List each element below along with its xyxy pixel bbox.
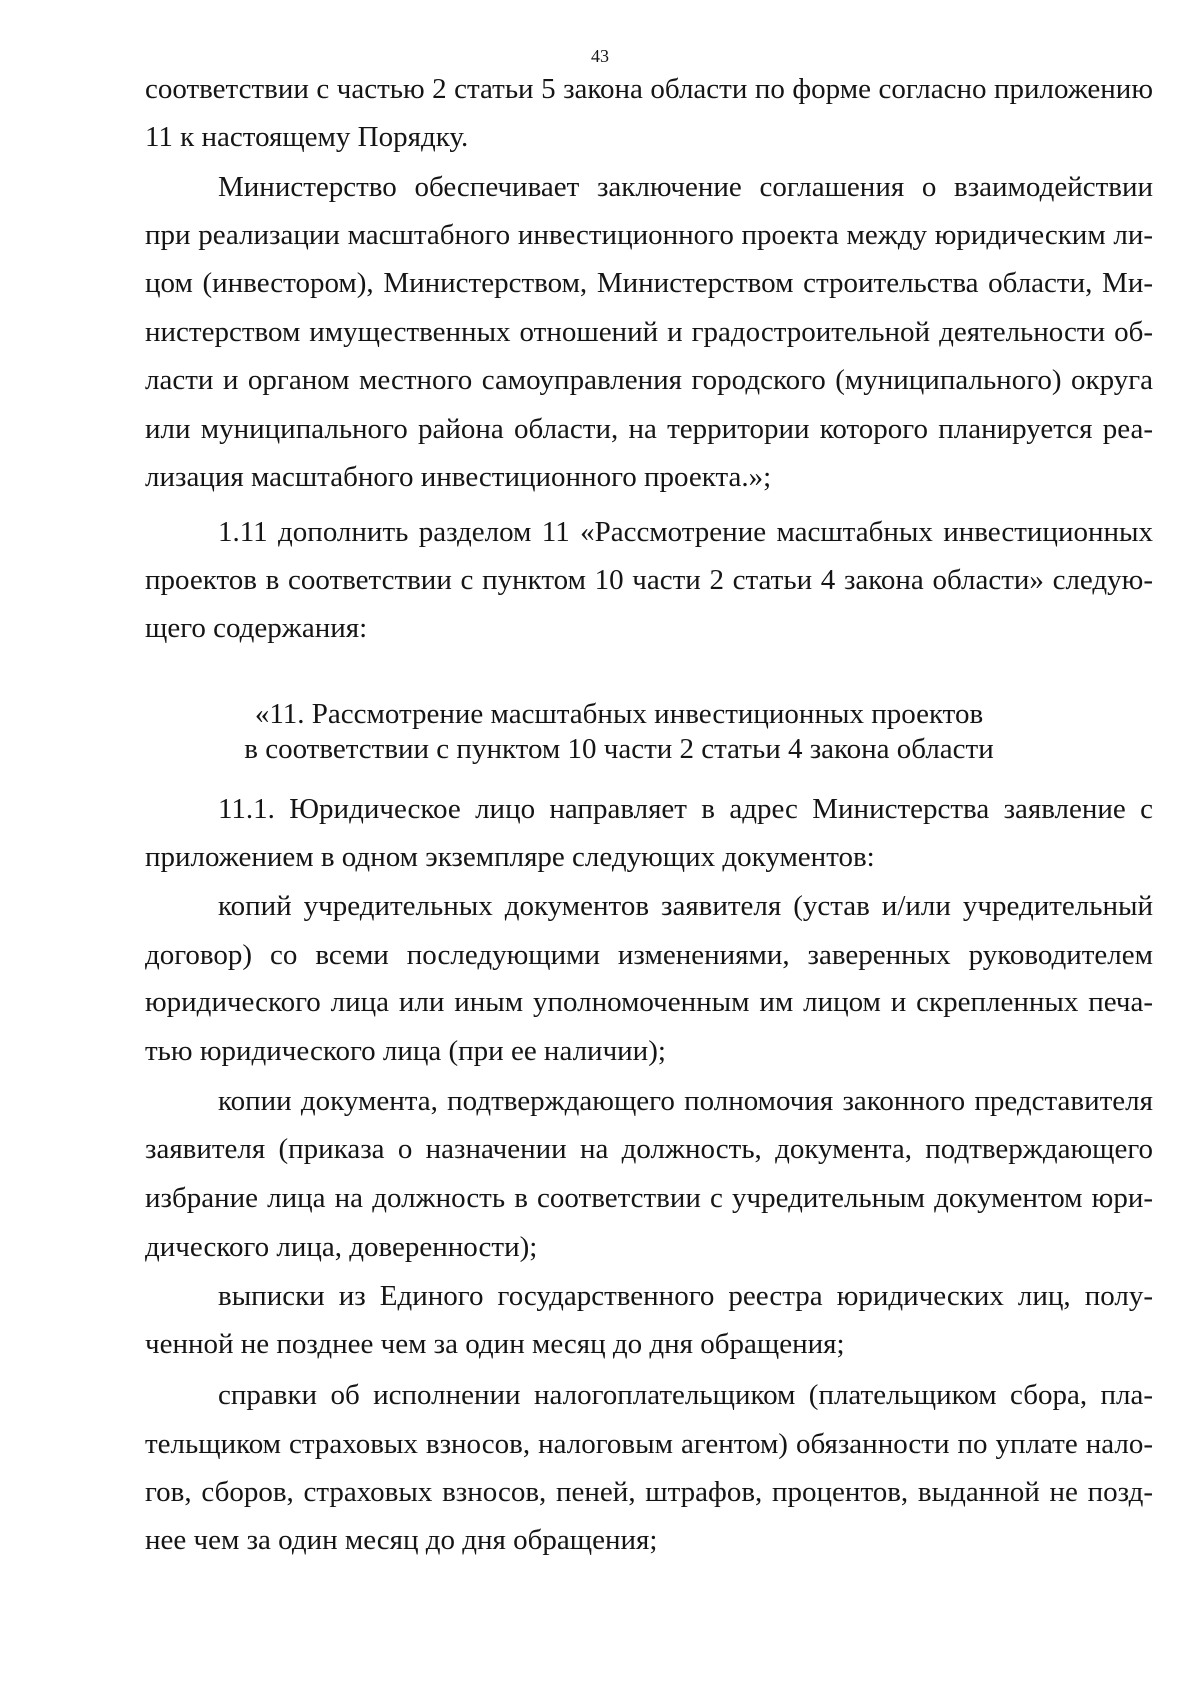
text-line: Министерство обеспечивает заключение соглашения о взаимодействии [218, 171, 1153, 203]
section-heading-line: в соответствии с пунктом 10 части 2 статьи 4 закона области [244, 733, 994, 765]
text-line: 1.11 дополнить разделом 11 «Рассмотрение масштабных инвестиционных [218, 516, 1153, 548]
text-line: копии документа, подтверждающего полномочия законного представителя [218, 1085, 1153, 1117]
text-line: 11.1. Юридическое лицо направляет в адрес Министерства заявление с [218, 793, 1153, 825]
text-line: ласти и органом местного самоуправления городского (муниципального) округа [145, 364, 1153, 396]
text-line: при реализации масштабного инвестиционного проекта между юридическим ли- [145, 219, 1153, 251]
text-line: договор) со всеми последующими изменениями, заверенных руководителем [145, 939, 1153, 971]
text-line: выписки из Единого государственного реестра юридических лиц, полу- [218, 1280, 1153, 1312]
text-line: избрание лица на должность в соответствии с учредительным документом юри- [145, 1182, 1153, 1214]
text-line: щего содержания: [145, 612, 368, 644]
text-line: ченной не позднее чем за один месяц до дня обращения; [145, 1328, 845, 1360]
text-line: или муниципального района области, на территории которого планируется реа- [145, 413, 1153, 445]
text-line: приложением в одном экземпляре следующих документов: [145, 841, 875, 873]
text-line: дического лица, доверенности); [145, 1231, 538, 1263]
text-line: соответствии с частью 2 статьи 5 закона области по форме согласно приложению [145, 73, 1153, 105]
text-line: 11 к настоящему Порядку. [145, 121, 469, 153]
text-line: гов, сборов, страховых взносов, пеней, штрафов, процентов, выданной не позд- [145, 1476, 1153, 1508]
text-line: копий учредительных документов заявителя (устав и/или учредительный [218, 890, 1153, 922]
text-line: справки об исполнении налогоплательщиком (плательщиком сбора, пла- [218, 1379, 1153, 1411]
text-line: проектов в соответствии с пунктом 10 части 2 статьи 4 закона области» следую- [145, 564, 1153, 596]
text-line: нее чем за один месяц до дня обращения; [145, 1524, 658, 1556]
text-line: нистерством имущественных отношений и градостроительной деятельности об- [145, 316, 1153, 348]
section-heading-line: «11. Рассмотрение масштабных инвестиционных проектов [254, 698, 984, 730]
text-line: лизация масштабного инвестиционного проекта.»; [145, 461, 772, 493]
text-line: тельщиком страховых взносов, налоговым агентом) обязанности по уплате нало- [145, 1428, 1153, 1460]
text-line: юридического лица или иным уполномоченным им лицом и скрепленных печа- [145, 986, 1153, 1018]
page-number: 43 [591, 46, 609, 66]
text-line: цом (инвестором), Министерством, Министерством строительства области, Ми- [145, 267, 1153, 299]
text-line: заявителя (приказа о назначении на должность, документа, подтверждающего [145, 1133, 1153, 1165]
text-line: тью юридического лица (при ее наличии); [145, 1035, 666, 1067]
